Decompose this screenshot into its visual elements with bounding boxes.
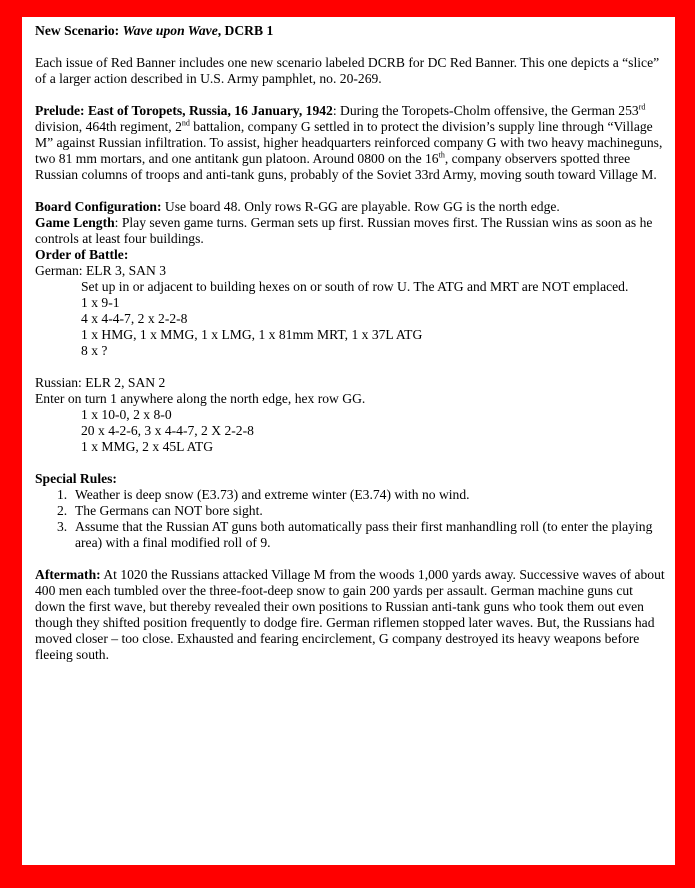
board-label: Board Configuration: <box>35 199 162 214</box>
aftermath-paragraph: Aftermath: At 1020 the Russians attacked Village M from the woods 1,000 yards away. Successive waves of about 400 men each tumbled over the three-foot-deep snow to gain 200 yards per assault. German machine guns cut down the first wave, but thereby revealed their own positions to Russian anti-tank guns who took them out even though they shifted position frequently to dodge fire. German riflemen stopped later waves. But, the Russians had moved closer – too close. Exhausted and fearing encirclement, G company destroyed its heavy weapons before fleeing south. <box>35 567 665 662</box>
german-header: German: ELR 3, SAN 3 <box>35 263 167 278</box>
aftermath-label: Aftermath: <box>35 567 101 582</box>
length-label: Game Length <box>35 215 115 230</box>
russian-unit: 20 x 4-2-6, 3 x 4-4-7, 2 X 2-2-8 <box>81 423 254 438</box>
russian-unit: 1 x MMG, 2 x 45L ATG <box>81 439 214 454</box>
order-of-battle-label: Order of Battle: <box>35 247 129 262</box>
russian-unit: 1 x 10-0, 2 x 8-0 <box>81 407 172 422</box>
document-page <box>22 17 675 865</box>
special-rule: 1. Weather is deep snow (E3.73) and extreme winter (E3.74) with no wind. <box>57 487 470 502</box>
german-unit: 8 x ? <box>81 343 108 358</box>
board-configuration: Board Configuration: Use board 48. Only rows R-GG are playable. Row GG is the north edge. <box>35 199 560 214</box>
heading-suffix: , DCRB 1 <box>217 23 274 38</box>
german-unit: 1 x HMG, 1 x MMG, 1 x LMG, 1 x 81mm MRT, 1 x 37L ATG <box>81 327 423 342</box>
special-rules-list <box>35 487 665 551</box>
intro-paragraph: Each issue of Red Banner includes one new scenario labeled DCRB for DC Red Banner. This one depicts a “slice” of a larger action described in U.S. Army pamphlet, no. 20-269. <box>35 55 660 86</box>
russian-header: Russian: ELR 2, SAN 2 <box>35 375 166 390</box>
prelude-label: Prelude: East of Toropets, Russia, 16 January, 1942 <box>35 103 333 118</box>
german-unit: 4 x 4-4-7, 2 x 2-2-8 <box>81 311 188 326</box>
german-setup: Set up in or adjacent to building hexes on or south of row U. The ATG and MRT are NOT emplaced. <box>81 279 629 294</box>
prelude-paragraph: Prelude: East of Toropets, Russia, 16 January, 1942: During the Toropets-Cholm offensive, the German 253rd division, 464th regiment, 2nd battalion, company G settled in to protect the division’s supply line through “Village M” against Russian infiltration. To assist, higher headquarters reinforced company G with two heavy machineguns, two 81 mm mortars, and one antitank gun platoon. Around 0800 on the 16th, company observers spotted three Russian columns of troops and anti-tank guns, probably of the Soviet 33rd Army, moving south toward Village M. <box>35 102 663 182</box>
german-unit: 1 x 9-1 <box>81 295 120 310</box>
scenario-heading <box>35 23 665 39</box>
special-rule: 3. Assume that the Russian AT guns both automatically pass their first manhandling roll (to enter the playing area) with a final modified roll of 9. <box>57 519 653 550</box>
game-length: Game Length: Play seven game turns. German sets up first. Russian moves first. The Russian wins as soon as he controls at least four buildings. <box>35 215 653 246</box>
heading-prefix: New Scenario: <box>35 23 123 38</box>
special-rules-label: Special Rules: <box>35 471 117 486</box>
special-rule: 2. The Germans can NOT bore sight. <box>57 503 263 518</box>
russian-setup: Enter on turn 1 anywhere along the north edge, hex row GG. <box>35 391 366 406</box>
scenario-title: Wave upon Wave <box>122 23 218 38</box>
